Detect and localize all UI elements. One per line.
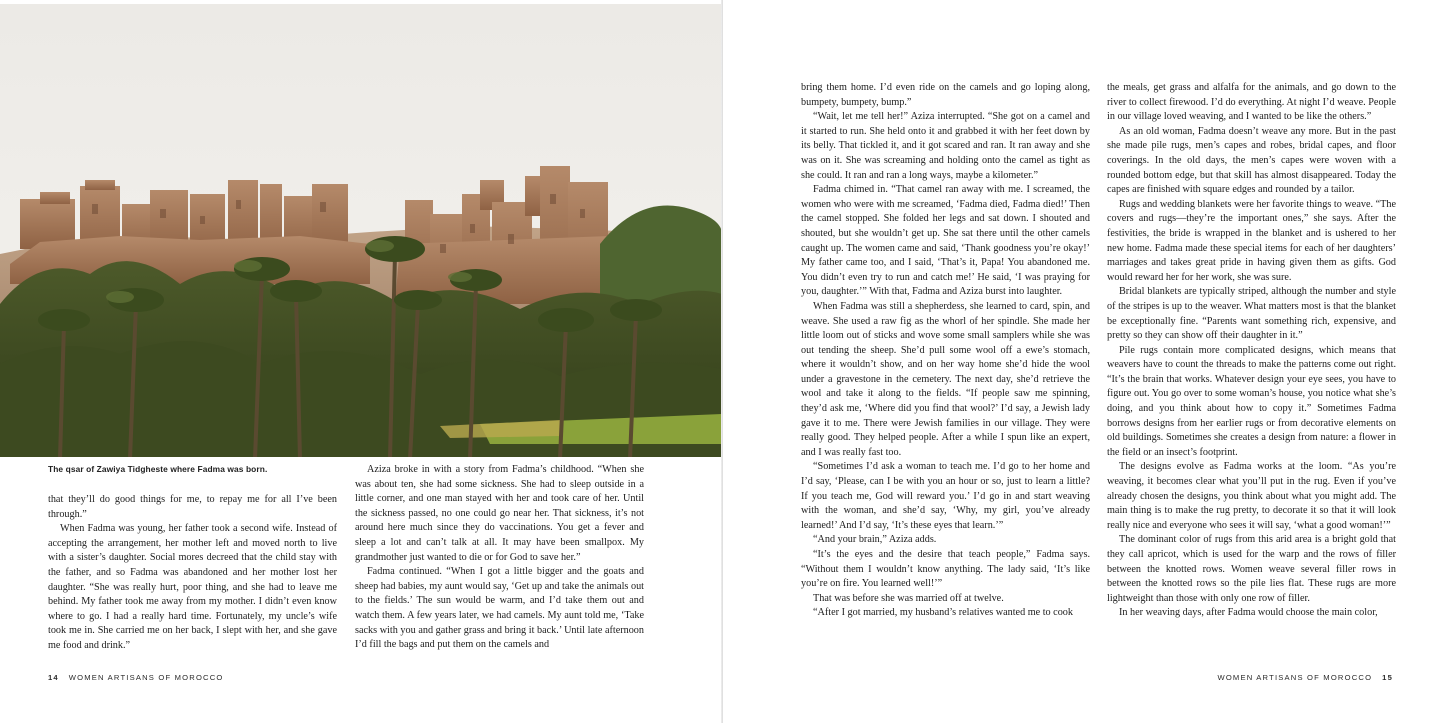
kasbah-photo [0, 4, 722, 457]
paragraph: Fadma continued. “When I got a little bigger and the goats and sheep had babies, my aunt would say, ‘Get up and take the animals out to the fields.’ The sun would be warm, and I’d take them out and watch them. A few years later, we had camels. My aunt told me, ‘Take sacks with you and gather grass and bring it back.’ Until late afternoon I’d fill the bags and put them on the camels and [355, 566, 644, 651]
paragraph: That was before she was married off at twelve. [813, 592, 1004, 604]
paragraph: that they’ll do good things for me, to repay me for all I’ve been through.” [48, 494, 337, 520]
paragraph: When Fadma was still a shepherdess, she learned to card, spin, and weave. She used a raw fig as the whorl of her spindle. She made her little loom out of sticks and wove some small samplers while she was out tending the sheep. She’d pull some wool off a ewe’s stomach, where it wouldn’t show, and on her way home she’d hide the wool under a gravestone in the cemetery. The next day, she’d retrieve the wool and take it along to the fields. “If people saw me spinning, they’d ask me, ‘Where did you find that wool?’ I’d say, a Jewish lady gave it to me. There were Jewish families in our village. They were really good. They helped people. After a while I spun like an expert, and I was really fast too. [801, 300, 1090, 458]
paragraph: When Fadma was young, her father took a second wife. Instead of accepting the arrangement, her mother left and moved north to live with a sister’s daughter. Social mores decreed that the child stay with the father, and so Fadma was abandoned and her mother lost her daughter. “She was really hurt, poor thing, and she had to leave me behind. My father took me away from my mother. I didn’t even know where to go. I had a really hard time. Fortunately, my uncle’s wife took me in. She carried me on her back, I slept with her, and she gave me food and drink.” [48, 523, 337, 651]
paragraph: Aziza broke in with a story from Fadma’s childhood. “When she was about ten, she had some sickness. She had to sleep outside in a little corner, and one man stayed with her and took care of her. Until the sickness passed, no one could go near her. That sickness, it’s not around here much since they do vaccinations. You get a fever and sleep a lot and can’t talk at all. It may have been smallpox. My grandmother just wanted to die or for God to save her.” [355, 464, 644, 563]
running-title: WOMEN ARTISANS OF MOROCCO [1217, 673, 1373, 682]
paragraph: “And your brain,” Aziza adds. [813, 534, 937, 546]
left-page [0, 0, 722, 723]
running-title: WOMEN ARTISANS OF MOROCCO [68, 673, 224, 682]
paragraph: Bridal blankets are typically striped, although the number and style of the stripes is up to the weaver. What matters most is that the blanket be exceptionally fine. “Parents want something rich, expensive, and pretty so they can show off their daughter in it.” [1107, 286, 1396, 342]
paragraph: The dominant color of rugs from this arid area is a bright gold that they call apricot, which is used for the warp and the rows of filler between the knotted rows. Women weave several filler rows in between the knotted rows so the pile lies flat. These rugs are more lightweight than those with only one row of filler. [1107, 534, 1396, 604]
right-page [723, 0, 1445, 723]
paragraph: bring them home. I’d even ride on the camels and go loping along, bumpety, bumpety, bump.” [801, 82, 1090, 108]
left-folio [48, 673, 224, 682]
right-page-column-1 [801, 81, 1090, 621]
paragraph: Fadma chimed in. “That camel ran away with me. I screamed, the women who were with me screamed, ‘Fadma died, Fadma died!’ Then the camel stopped. She folded her legs and sat down. I shouted and shouted, but she wouldn’t get up. She sat there until the other camels caught up. The women came and said, ‘Thank goodness you’re okay!’ My father came too, and I said, ‘That’s it, Papa! You abandoned me. You didn’t even try to run and catch me!’ He said, ‘I was praying for you, daughter.’” With that, Fadma and Aziza burst into laughter. [801, 184, 1090, 298]
paragraph: “It’s the eyes and the desire that teach people,” Fadma says. “Without them I wouldn’t know anything. The lady said, ‘It’s like you’re on fire. You learned well!’” [801, 549, 1090, 590]
paragraph: “After I got married, my husband’s relatives wanted me to cook [813, 607, 1073, 619]
paragraph: Pile rugs contain more complicated designs, which means that weavers have to count the threads to make the patterns come out right. “It’s the brain that works. Whatever design your eye sees, you have to figure out. You go over to some woman’s house, you notice what she’s doing, and you think about how to copy it.” Sometimes Fadma borrows designs from her earlier rugs or from decorative elements on old buildings. Sometimes she creates a design from nature: a flower in the field or an insect’s footprint. [1107, 344, 1396, 458]
left-page-column-2 [355, 463, 644, 653]
paragraph: In her weaving days, after Fadma would choose the main color, [1119, 607, 1378, 619]
paragraph: As an old woman, Fadma doesn’t weave any more. But in the past she made pile rugs, men’s capes and robes, bridal capes, and floor coverings. In the old days, the men’s capes were woven with a rounded bottom edge, but that skill has almost disappeared. Today the capes are finished with square edges and rounded by a tailor. [1107, 125, 1396, 196]
paragraph: the meals, get grass and alfalfa for the animals, and go down to the river to collect firewood. I’d do everything. At night I’d weave. People in our village loved weaving, and I wanted to be like the others.” [1107, 82, 1396, 123]
paragraph: The designs evolve as Fadma works at the loom. “As you’re weaving, it becomes clear what you’ll put in the rug. Even if you’ve already chosen the designs, you think about what you might add. The main thing is to make the rug pretty, to decorate it so that it will look really nice and everyone who sees it will say, ‘what a good woman!’” [1107, 461, 1396, 531]
paragraph: “Wait, let me tell her!” Aziza interrupted. “She got on a camel and it started to run. She held onto it and grabbed it with her feet down by its belly. That tickled it, and it got scared and ran. It ran away and she was on it. She was screaming and holding onto the camel as tight as she could. It ran and ran a long ways, maybe a kilometer.” [801, 111, 1090, 181]
page-number: 14 [48, 673, 59, 682]
paragraph: “Sometimes I’d ask a woman to teach me. I’d go to her home and I’d say, ‘Please, can I be with you an hour or so, just to learn a little? If you teach me, God will reward you.’ I’d go in and start weaving with the woman, and she’d say, ‘Why, my girl, you’ve already learned!’ And I’d say, ‘It’s these eyes that learn.’” [801, 461, 1090, 531]
photo-caption: The qsar of Zawiya Tidgheste where Fadma was born. [48, 464, 268, 474]
paragraph: Rugs and wedding blankets were her favorite things to weave. “The covers and rugs—they’re the important ones,” she says. After the festivities, the bride is wrapped in the blanket and is ushered to her new home. Fadma made these special items for each of her daughters’ marriages and takes great pride in having given them as gifts. God would reward her for her work, she was sure. [1107, 198, 1396, 283]
page-number: 15 [1382, 673, 1393, 682]
right-folio [1217, 673, 1393, 682]
left-page-column-1 [48, 493, 337, 654]
right-page-column-2 [1107, 81, 1396, 621]
